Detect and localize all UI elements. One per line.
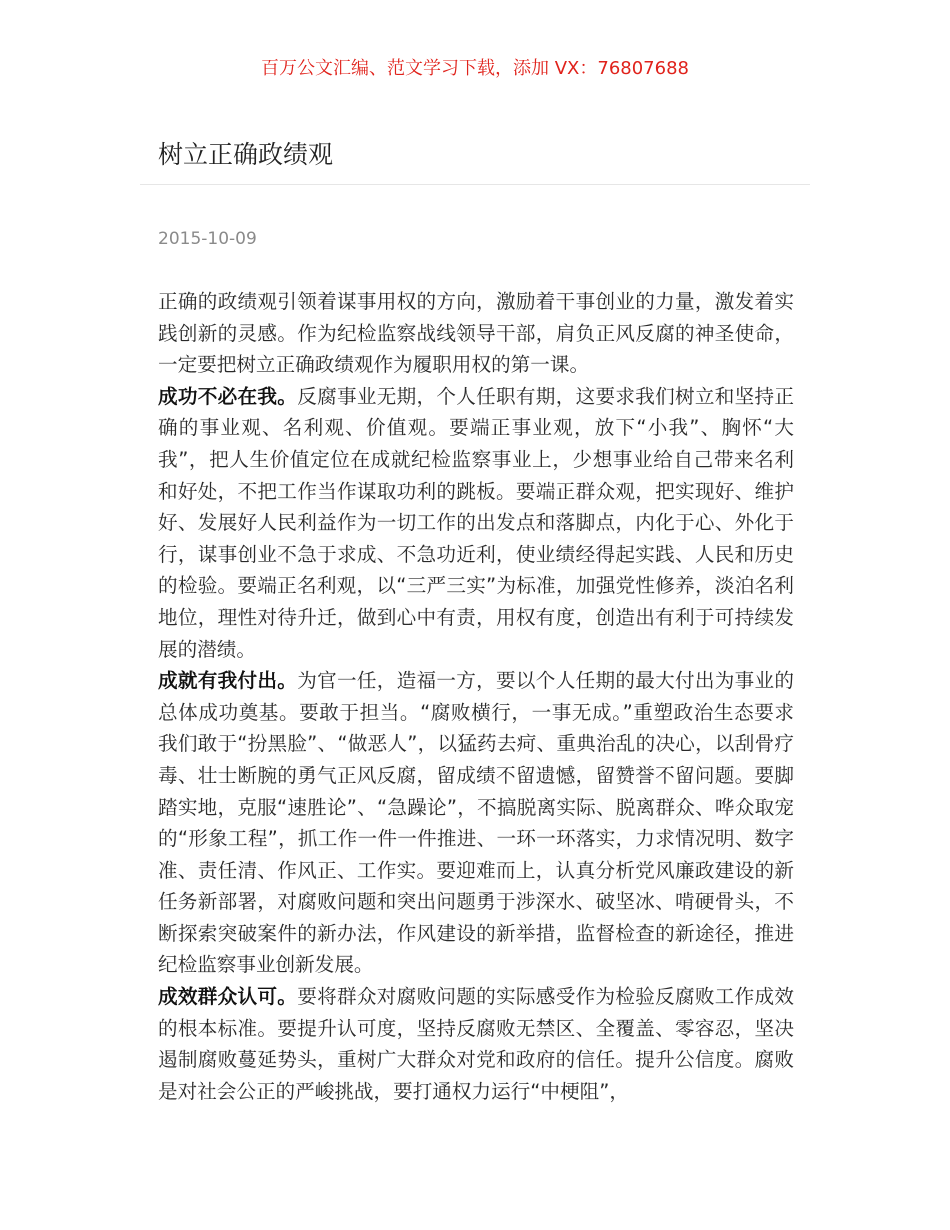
article-body <box>158 286 794 1107</box>
article-section <box>158 981 794 1107</box>
article-title: 树立正确政绩观 <box>158 140 334 169</box>
article-date: 2015-10-09 <box>158 229 257 249</box>
section-text: 反腐事业无期，个人任职有期，这要求我们树立和坚持正确的事业观、名利观、价值观。要端正事业观，放下“小我”、胸怀“大我”，把人生价值定位在成就纪检监察事业上，少想事业给自己带来名利和好处，不把工作当作谋取功利的跳板。要端正群众观，把实现好、维护好、发展好人民利益作为一切工作的出发点和落脚点，内化于心、外化于行，谋事创业不急于求成、不急功近利，使业绩经得起实践、人民和历史的检验。要端正名利观，以“三严三实”为标准，加强党性修养，淡泊名利地位，理性对待升迁，做到心中有责，用权有度，创造出有利于可持续发展的潜绩。 <box>158 384 795 661</box>
section-text: 为官一任，造福一方，要以个人任期的最大付出为事业的总体成功奠基。要敢于担当。“腐败横行，一事无成。”重塑政治生态要求我们敢于“扮黑脸”、“做恶人”，以猛药去疴、重典治乱的决心，以刮骨疗毒、壮士断腕的勇气正风反腐，留成绩不留遗憾，留赞誉不留问题。要脚踏实地，克服“速胜论”、“急躁论”，不搞脱离实际、脱离群众、哗众取宠的“形象工程”，抓工作一件一件推进、一环一环落实，力求情况明、数字准、责任清、作风正、工作实。要迎难而上，认真分析党风廉政建设的新任务新部署，对腐败问题和突出问题勇于涉深水、破坚冰、啃硬骨头，不断探索突破案件的新办法，作风建设的新举措，监督检查的新途径，推进纪检监察事业创新发展。 <box>158 669 795 977</box>
download-banner: 百万公文汇编、范文学习下载，添加 VX：76807688 <box>261 58 689 79</box>
article-section <box>158 665 794 981</box>
section-text: 要将群众对腐败问题的实际感受作为检验反腐败工作成效的根本标准。要提升认可度，坚持反腐败无禁区、全覆盖、零容忍，坚决遏制腐败蔓延势头，重树广大群众对党和政府的信任。提升公信度。腐败是对社会公正的严峻挑战，要打通权力运行“中梗阻”， <box>158 985 795 1103</box>
article-section <box>158 381 794 665</box>
section-heading: 成功不必在我。 <box>158 384 298 408</box>
article-intro: 正确的政绩观引领着谋事用权的方向，激励着干事创业的力量，激发着实践创新的灵感。作为纪检监察战线领导干部，肩负正风反腐的神圣使命，一定要把树立正确政绩观作为履职用权的第一课。 <box>158 290 794 377</box>
title-divider <box>140 184 810 185</box>
section-heading: 成就有我付出。 <box>158 669 298 693</box>
section-heading: 成效群众认可。 <box>158 985 298 1009</box>
